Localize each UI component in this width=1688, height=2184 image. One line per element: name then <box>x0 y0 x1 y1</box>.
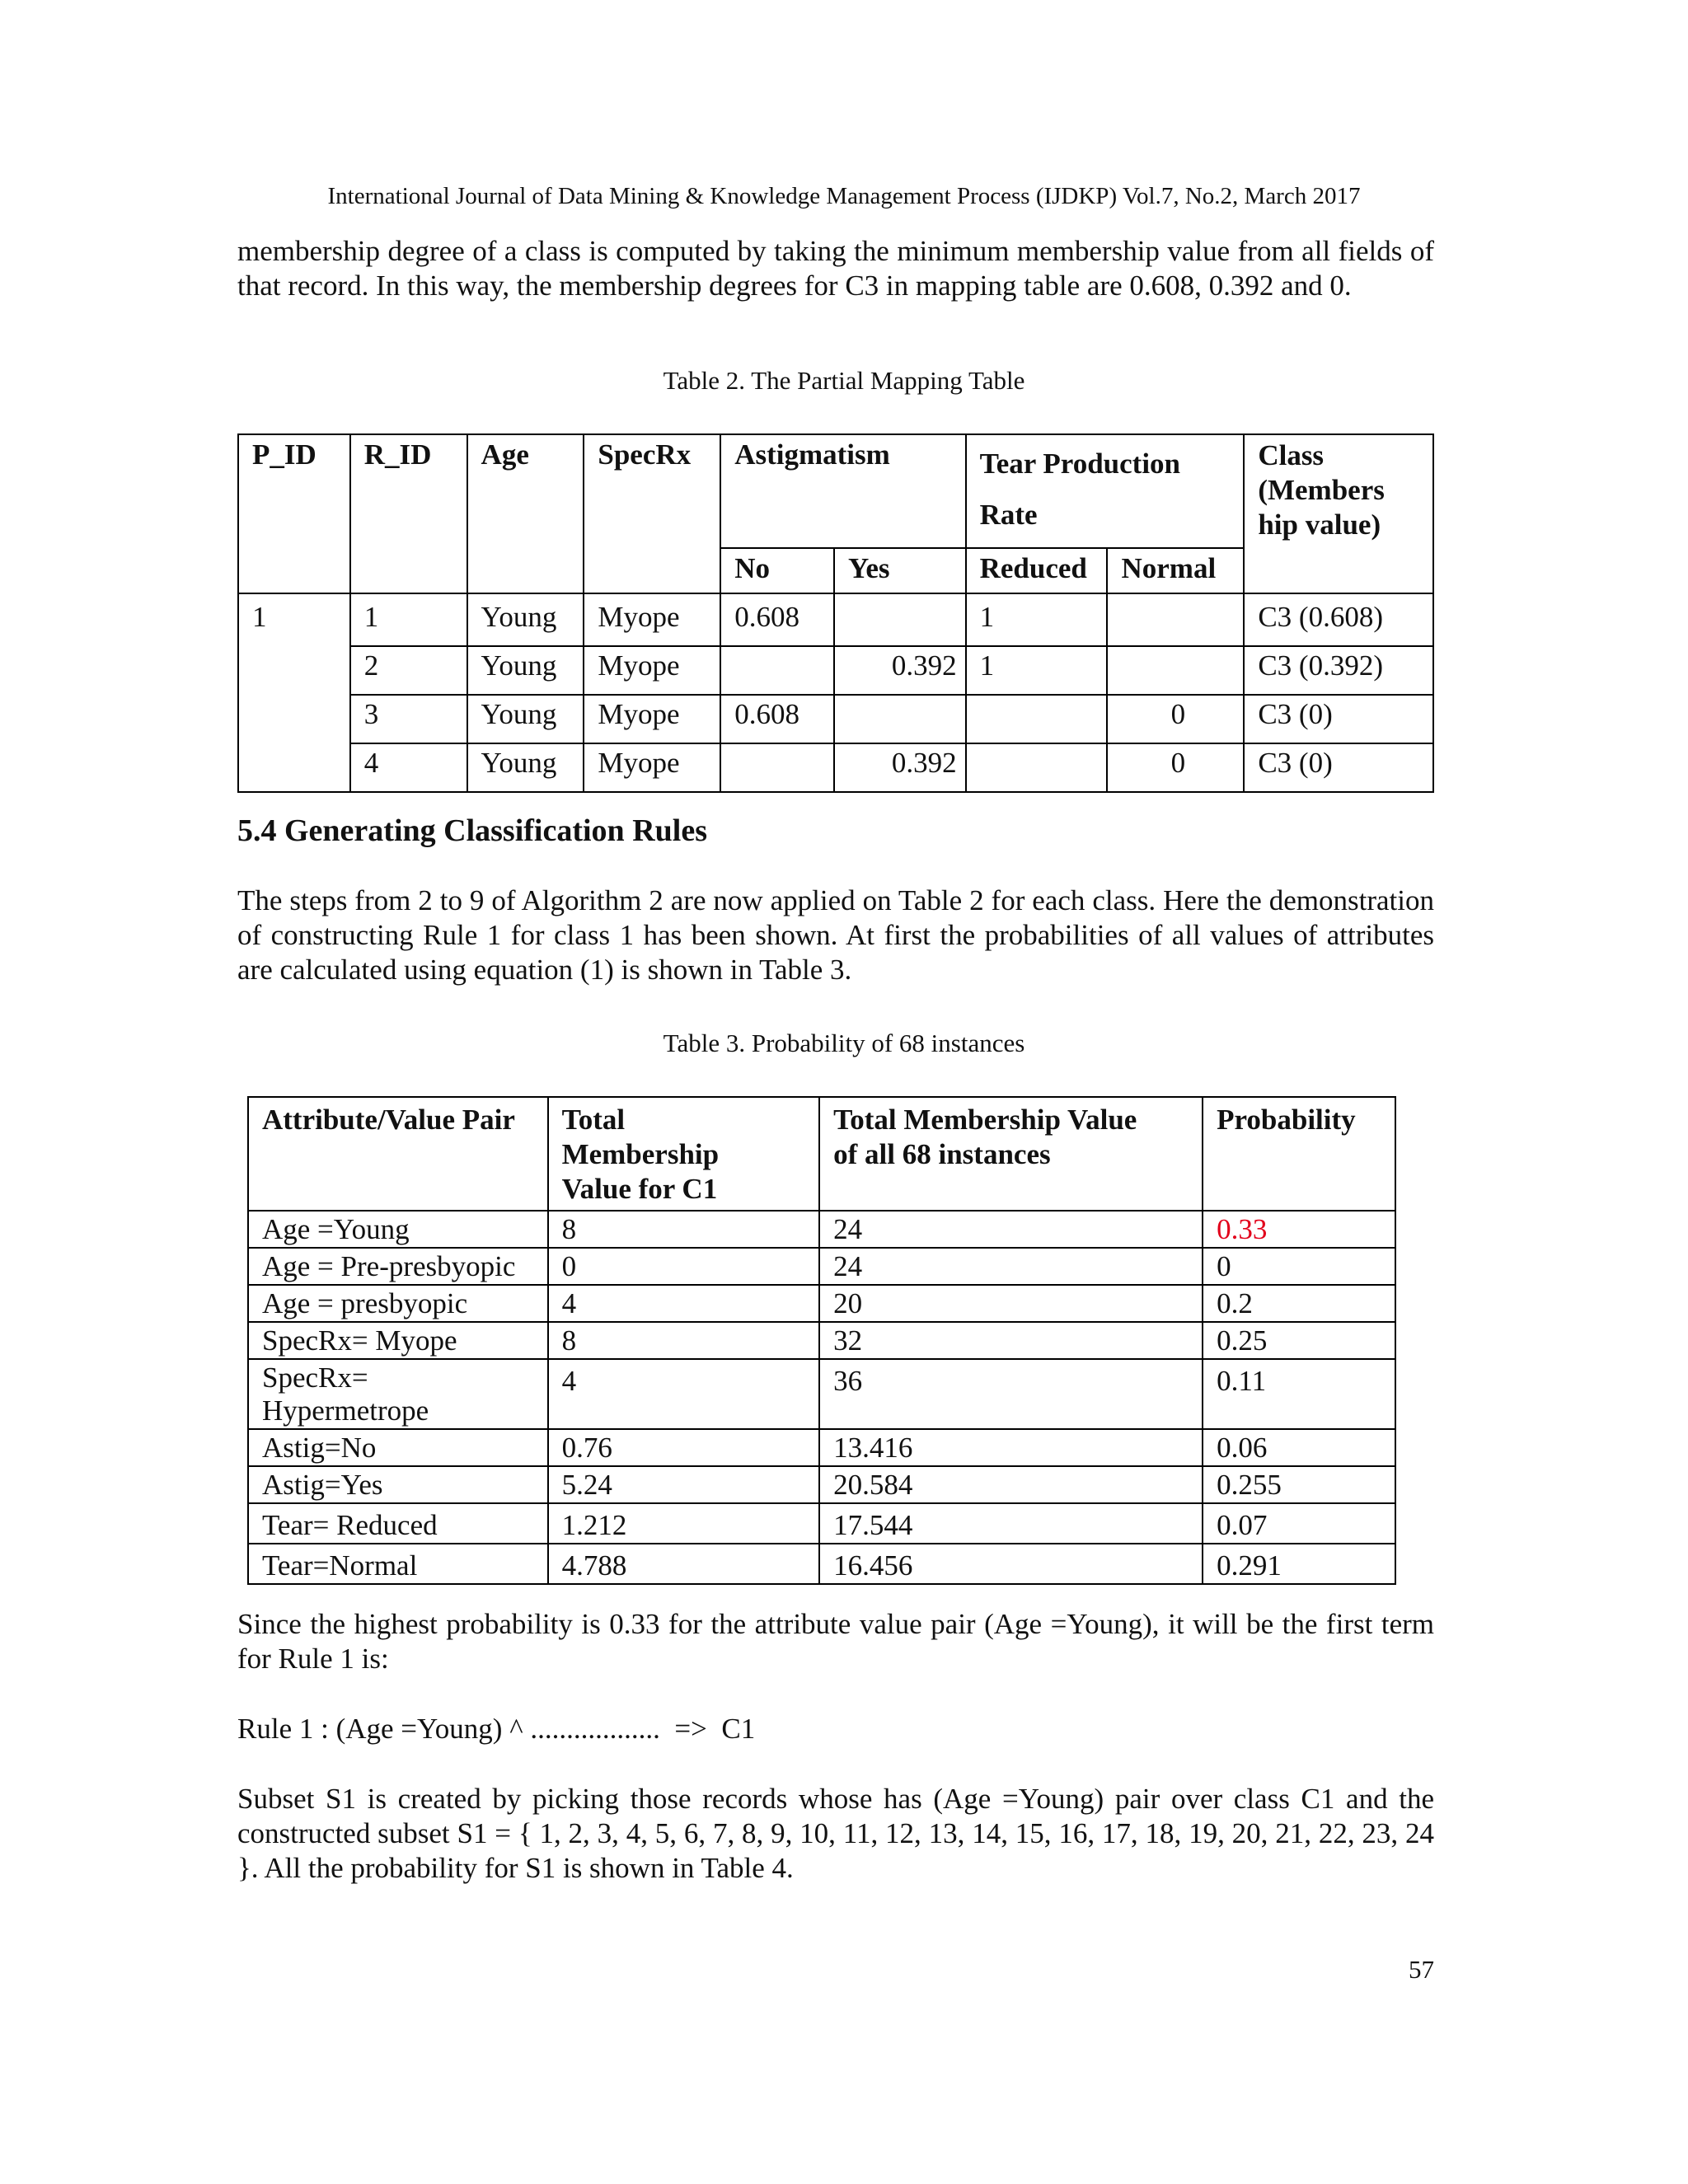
header-all-line2: of all 68 instances <box>833 1138 1051 1170</box>
rid-cell: 1 <box>350 593 467 646</box>
tear-normal-cell: 0 <box>1107 695 1244 743</box>
header-probability: Probability <box>1203 1097 1395 1211</box>
section-heading: 5.4 Generating Classification Rules <box>237 813 707 848</box>
astig-no-cell <box>720 743 834 792</box>
specrx-cell: Myope <box>584 743 720 792</box>
table-row <box>248 1359 1395 1429</box>
table-row <box>248 1503 1395 1544</box>
probability-cell: 0 <box>1203 1248 1395 1285</box>
probability-table <box>247 1096 1396 1585</box>
all-cell: 24 <box>819 1248 1203 1285</box>
age-cell: Young <box>467 743 584 792</box>
rid-cell: 3 <box>350 695 467 743</box>
class-cell: C3 (0) <box>1244 743 1433 792</box>
c1-cell: 8 <box>548 1211 820 1248</box>
header-tear-line2: Rate <box>979 499 1038 531</box>
all-cell: 20.584 <box>819 1466 1203 1503</box>
c1-cell: 4 <box>548 1359 820 1429</box>
table-row <box>248 1322 1395 1359</box>
pair-cell: Astig=No <box>248 1429 548 1466</box>
all-cell: 36 <box>819 1359 1203 1429</box>
rid-cell: 4 <box>350 743 467 792</box>
header-attribute-value-pair: Attribute/Value Pair <box>248 1097 548 1211</box>
probability-cell: 0.291 <box>1203 1544 1395 1584</box>
astig-no-cell: 0.608 <box>720 593 834 646</box>
c1-cell: 4.788 <box>548 1544 820 1584</box>
astig-yes-cell <box>834 593 966 646</box>
pair-cell: Tear=Normal <box>248 1544 548 1584</box>
header-class-line1: Class <box>1258 439 1325 471</box>
probability-cell: 0.255 <box>1203 1466 1395 1503</box>
tear-reduced-cell <box>966 743 1108 792</box>
tear-normal-cell <box>1107 646 1244 695</box>
highest-probability-paragraph: Since the highest probability is 0.33 for the attribute value pair (Age =Young), it will be the first term for Rule 1 is: <box>237 1608 1434 1675</box>
all-cell: 32 <box>819 1322 1203 1359</box>
header-class <box>1244 434 1433 593</box>
header-class-line2: (Members <box>1258 474 1385 506</box>
pair-cell: Astig=Yes <box>248 1466 548 1503</box>
astig-yes-cell: 0.392 <box>834 743 966 792</box>
probability-cell: 0.25 <box>1203 1322 1395 1359</box>
c1-cell: 8 <box>548 1322 820 1359</box>
page-number: 57 <box>1409 1955 1434 1984</box>
c1-cell: 0 <box>548 1248 820 1285</box>
pair-cell: Tear= Reduced <box>248 1503 548 1544</box>
table3-caption: Table 3. Probability of 68 instances <box>663 1029 1025 1057</box>
header-age: Age <box>467 434 584 593</box>
probability-cell: 0.06 <box>1203 1429 1395 1466</box>
all-cell: 16.456 <box>819 1544 1203 1584</box>
header-c1-line3: Value for C1 <box>561 1173 718 1205</box>
all-cell: 17.544 <box>819 1503 1203 1544</box>
header-rid: R_ID <box>350 434 467 593</box>
running-header: International Journal of Data Mining & Knowledge Management Process (IJDKP) Vol.7, No.2, March 2017 <box>327 183 1361 209</box>
age-cell: Young <box>467 646 584 695</box>
astig-yes-cell: 0.392 <box>834 646 966 695</box>
header-c1-line1: Total <box>561 1104 626 1136</box>
class-cell: C3 (0) <box>1244 695 1433 743</box>
header-tear-production-rate <box>966 434 1245 548</box>
pair-cell: Age =Young <box>248 1211 548 1248</box>
c1-cell: 5.24 <box>548 1466 820 1503</box>
table-row <box>248 1211 1395 1248</box>
table-row <box>238 593 1433 646</box>
probability-cell: 0.07 <box>1203 1503 1395 1544</box>
rule-1: Rule 1 : (Age =Young) ^ .................. => C1 <box>237 1713 756 1745</box>
c1-cell: 4 <box>548 1285 820 1322</box>
c1-cell: 1.212 <box>548 1503 820 1544</box>
subset-paragraph: Subset S1 is created by picking those records whose has (Age =Young) pair over class C1 and the constructed subset S1 = { 1, 2, 3, 4, 5, 6, 7, 8, 9, 10, 11, 12, 13, 14, 15, 16, 17, 18, 19, 20, 21, 22, 23, 24 }. All the probability for S1 is shown in Table 4. <box>237 1783 1434 1884</box>
table-row <box>248 1544 1395 1584</box>
table-row <box>248 1285 1395 1322</box>
header-no: No <box>720 548 834 593</box>
table-row <box>248 1466 1395 1503</box>
astig-no-cell <box>720 646 834 695</box>
tear-normal-cell: 0 <box>1107 743 1244 792</box>
table2-caption: Table 2. The Partial Mapping Table <box>663 366 1025 395</box>
table-row <box>238 743 1433 792</box>
probability-cell-highlight: 0.33 <box>1203 1211 1395 1248</box>
astig-no-cell: 0.608 <box>720 695 834 743</box>
pid-cell: 1 <box>238 593 350 792</box>
header-c1-line2: Membership <box>561 1138 720 1170</box>
header-reduced: Reduced <box>966 548 1108 593</box>
probability-cell: 0.2 <box>1203 1285 1395 1322</box>
header-total-membership-all <box>819 1097 1203 1211</box>
header-pid: P_ID <box>238 434 350 593</box>
header-yes: Yes <box>834 548 966 593</box>
tear-reduced-cell: 1 <box>966 646 1108 695</box>
pair-line2: Hypermetrope <box>262 1394 429 1427</box>
steps-paragraph: The steps from 2 to 9 of Algorithm 2 are now applied on Table 2 for each class. Here the demonstration of constructing Rule 1 for class 1 has been shown. At first the probabilities of all values of attributes are calculated using equation (1) is shown in Table 3. <box>237 884 1434 986</box>
age-cell: Young <box>467 695 584 743</box>
probability-cell: 0.11 <box>1203 1359 1395 1429</box>
intro-paragraph: membership degree of a class is computed by taking the minimum membership value from all fields of that record. In this way, the membership degrees for C3 in mapping table are 0.608, 0.392 and 0. <box>237 235 1434 302</box>
pair-cell <box>248 1359 548 1429</box>
table-row <box>248 1429 1395 1466</box>
table-row <box>238 695 1433 743</box>
all-cell: 13.416 <box>819 1429 1203 1466</box>
pair-cell: Age = presbyopic <box>248 1285 548 1322</box>
header-specrx: SpecRx <box>584 434 720 593</box>
pair-cell: Age = Pre-presbyopic <box>248 1248 548 1285</box>
specrx-cell: Myope <box>584 646 720 695</box>
header-total-membership-c1 <box>548 1097 820 1211</box>
table-header-row <box>248 1097 1395 1211</box>
pair-line1: SpecRx= <box>262 1361 368 1394</box>
table-row <box>238 646 1433 695</box>
tear-reduced-cell: 1 <box>966 593 1108 646</box>
age-cell: Young <box>467 593 584 646</box>
astig-yes-cell <box>834 695 966 743</box>
all-cell: 20 <box>819 1285 1203 1322</box>
tear-reduced-cell <box>966 695 1108 743</box>
c1-cell: 0.76 <box>548 1429 820 1466</box>
rid-cell: 2 <box>350 646 467 695</box>
partial-mapping-table <box>237 434 1434 793</box>
all-cell: 24 <box>819 1211 1203 1248</box>
specrx-cell: Myope <box>584 695 720 743</box>
header-normal: Normal <box>1107 548 1244 593</box>
pair-cell: SpecRx= Myope <box>248 1322 548 1359</box>
header-astigmatism: Astigmatism <box>720 434 965 548</box>
class-cell: C3 (0.608) <box>1244 593 1433 646</box>
table-row <box>248 1248 1395 1285</box>
specrx-cell: Myope <box>584 593 720 646</box>
header-all-line1: Total Membership Value <box>833 1104 1137 1136</box>
header-class-line3: hip value) <box>1258 509 1381 541</box>
tear-normal-cell <box>1107 593 1244 646</box>
class-cell: C3 (0.392) <box>1244 646 1433 695</box>
header-tear-line1: Tear Production <box>979 448 1181 480</box>
